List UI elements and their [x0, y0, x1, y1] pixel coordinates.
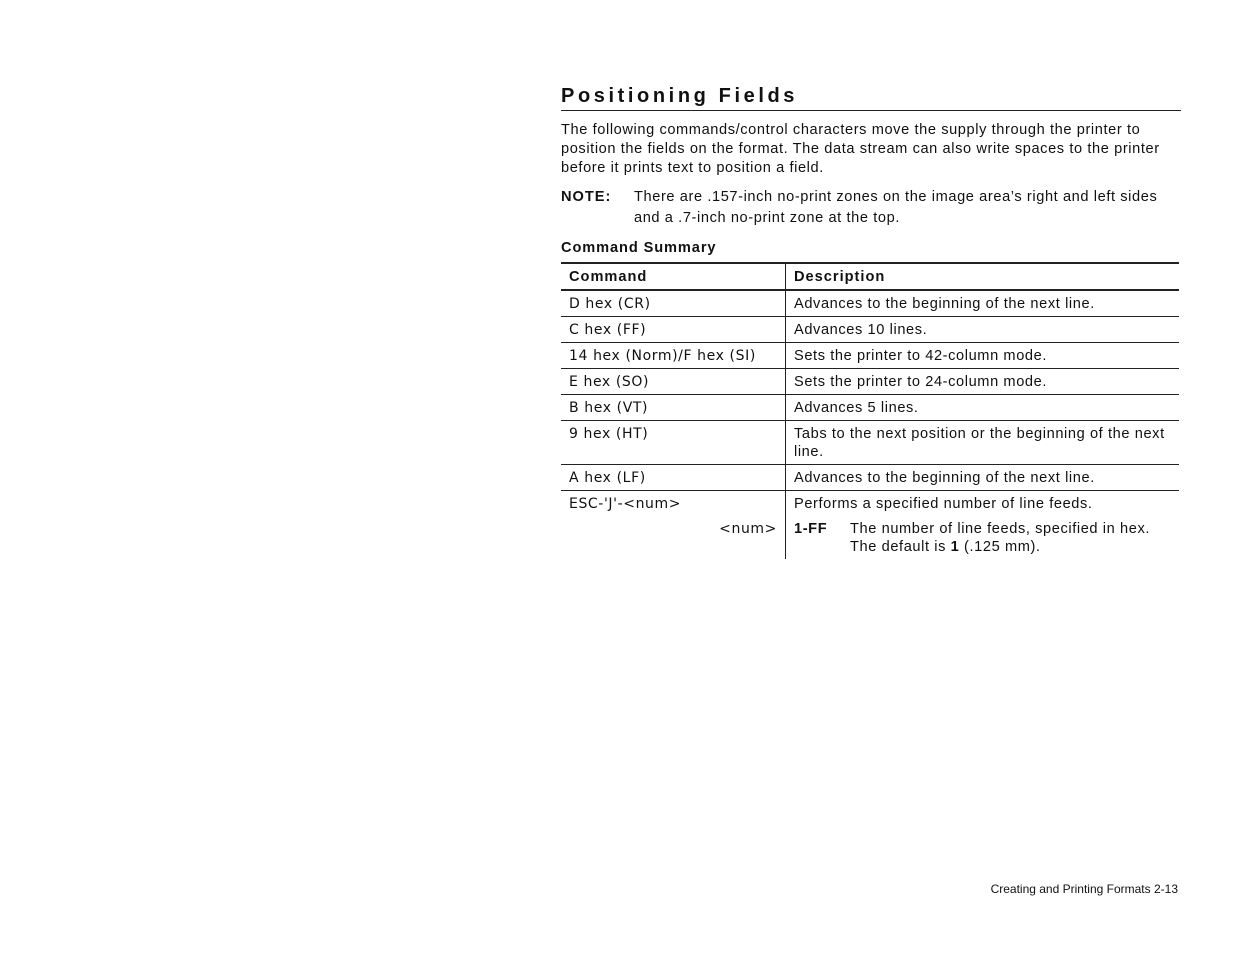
- command-main: ESC-'J'-<num>: [569, 496, 682, 512]
- parameter-text-end: (.125 mm).: [959, 539, 1041, 555]
- header-description: Description: [786, 263, 1180, 290]
- table-row: [561, 317, 1179, 343]
- command-cell: C hex (FF): [561, 317, 786, 343]
- command-cell: 14 hex (Norm)/F hex (SI): [561, 343, 786, 369]
- description-cell: Advances 10 lines.: [786, 317, 1180, 343]
- section-title: Positioning Fields: [561, 84, 1181, 111]
- note-label: NOTE:: [561, 189, 612, 205]
- note-block: [561, 187, 1181, 229]
- parameter-description: [850, 520, 1171, 556]
- table-caption: Command Summary: [561, 240, 717, 256]
- description-cell: Tabs to the next position or the beginning of the next line.: [786, 421, 1180, 465]
- header-command: Command: [561, 263, 786, 290]
- parameter-name: 1-FF: [794, 521, 828, 537]
- table-row: [561, 369, 1179, 395]
- description-cell: Sets the printer to 24-column mode.: [786, 369, 1180, 395]
- description-cell: Advances to the beginning of the next line.: [786, 290, 1180, 317]
- table-row: [561, 290, 1179, 317]
- parameter-text: The number of line feeds, specified in hex. The default is: [850, 521, 1150, 555]
- description-main: Performs a specified number of line feeds.: [794, 496, 1093, 512]
- parameter-row: [794, 520, 1171, 556]
- description-cell: Advances to the beginning of the next line.: [786, 465, 1180, 491]
- command-summary-table: [561, 262, 1179, 559]
- command-parameter: <num>: [719, 521, 777, 537]
- parameter-default: 1: [950, 539, 960, 555]
- table-row: [561, 343, 1179, 369]
- description-cell: [786, 491, 1180, 560]
- page-footer: Creating and Printing Formats 2-13: [990, 882, 1178, 896]
- command-cell: A hex (LF): [561, 465, 786, 491]
- description-cell: Sets the printer to 42-column mode.: [786, 343, 1180, 369]
- table-row: [561, 421, 1179, 465]
- command-cell: D hex (CR): [561, 290, 786, 317]
- description-cell: Advances 5 lines.: [786, 395, 1180, 421]
- document-content: [561, 84, 1181, 559]
- note-text: There are .157-inch no-print zones on the image area’s right and left sides and a .7-inch no-print zone at the top.: [634, 189, 1158, 226]
- command-cell: [561, 491, 786, 560]
- command-cell: E hex (SO): [561, 369, 786, 395]
- command-cell: B hex (VT): [561, 395, 786, 421]
- table-row: [561, 465, 1179, 491]
- command-cell: 9 hex (HT): [561, 421, 786, 465]
- table-row: [561, 491, 1179, 560]
- table-header-row: [561, 263, 1179, 290]
- table-row: [561, 395, 1179, 421]
- intro-paragraph: The following commands/control characters move the supply through the printer to position the fields on the format. The data stream can also write spaces to the printer before it prints text to position a field.: [561, 122, 1160, 176]
